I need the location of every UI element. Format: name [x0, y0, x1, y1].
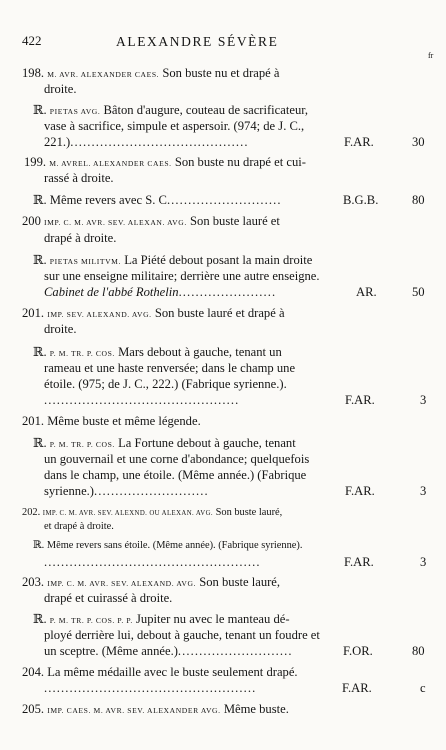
obverse-description: Même buste et même légende.	[47, 414, 201, 428]
reverse-description-end	[44, 644, 293, 659]
reverse-description: Bâton d'augure, couteau de sacrificateur,	[103, 103, 309, 117]
price: 3	[420, 555, 427, 569]
obverse-legend: IMP. C. M. AVR. SEV. ALEXND. OU ALEXAN. AVG.	[42, 510, 213, 517]
reverse-line	[33, 253, 312, 269]
metal-grade: F.AR.	[345, 484, 375, 498]
entry-number: 202.	[22, 507, 41, 518]
entry-number: 199.	[24, 155, 47, 169]
reverse-mark: ℝ.	[33, 103, 47, 117]
entry-line	[22, 306, 285, 322]
entry-number: 204.	[22, 665, 45, 679]
reverse-mark: ℝ.	[33, 345, 47, 359]
metal-grade: AR.	[356, 285, 377, 299]
obverse-legend: IMP. C. M. AVR. SEV. ALEXAN. AVG.	[44, 218, 187, 227]
obverse-description-cont: droite.	[44, 82, 77, 96]
price-unit-label: fr	[428, 51, 434, 60]
reverse-line	[33, 436, 296, 452]
entry-line	[24, 155, 306, 171]
reverse-mark: ℝ.	[33, 193, 47, 207]
obverse-legend: IMP. C. M. AVR. SEV. ALEXAND. AVG.	[47, 579, 197, 588]
collection-name: Cabinet de l'abbé Rothelin	[44, 285, 179, 299]
entry-line	[22, 214, 280, 230]
metal-grade: F.OR.	[343, 644, 373, 658]
reverse-description-cont: un gouvernail et une corne d'abondance; quelquefois	[44, 452, 310, 466]
reverse-fabric: syrienne.)	[44, 484, 95, 498]
reverse-description: Mars debout à gauche, tenant un	[118, 345, 282, 359]
price: 3	[420, 484, 427, 498]
leader-dots: ...........................	[177, 644, 293, 658]
obverse-legend: M. AVR. ALEXANDER CAES.	[47, 70, 160, 79]
entry-number: 201.	[22, 414, 45, 428]
entry-line	[22, 414, 201, 429]
reverse-description: Jupiter nu avec le manteau dé-	[136, 612, 290, 626]
obverse-description-cont: et drapé à droite.	[44, 521, 114, 532]
obverse-description: Son buste lauré et	[190, 214, 280, 228]
reverse-line	[33, 538, 302, 553]
price: 80	[412, 193, 425, 207]
price: 50	[412, 285, 425, 299]
leader-dots: ...................................................	[44, 555, 261, 569]
reverse-line	[33, 612, 290, 628]
reverse-description-cont: dans le champ, une étoile. (Même année.) (Fabrique	[44, 468, 307, 482]
metal-grade: F.AR.	[344, 555, 374, 569]
reverse-line	[33, 103, 308, 119]
leader-dots: ..........................................	[70, 135, 249, 149]
entry-number: 198.	[22, 66, 45, 80]
entry-line	[22, 665, 298, 680]
metal-grade: B.G.B.	[343, 193, 379, 207]
reverse-legend: P. M. TR. P. COS.	[49, 440, 115, 449]
price: c	[420, 681, 426, 695]
obverse-description-cont: drapé et cuirassé à droite.	[44, 591, 173, 605]
reverse-date: un sceptre. (Même année.)	[44, 644, 178, 658]
obverse-description: Son buste nu et drapé à	[162, 66, 280, 80]
leader-dots: .......................	[178, 285, 277, 299]
reverse-line	[33, 193, 282, 208]
reverse-description-end	[44, 484, 209, 499]
reverse-legend: PIETAS MILITVM.	[49, 257, 122, 266]
reverse-description-cont: sur une enseigne militaire; derrière une autre enseigne.	[44, 269, 320, 283]
reverse-legend: P. M. TR. P. COS. P. P.	[49, 616, 133, 625]
leader-dots: ..................................................	[44, 681, 257, 695]
reverse-legend: PIETAS AVG.	[49, 107, 101, 116]
obverse-legend: M. AVREL. ALEXANDER CAES.	[49, 159, 172, 168]
metal-grade: F.AR.	[345, 393, 375, 407]
entry-line	[22, 575, 280, 591]
reverse-description: La Fortune debout à gauche, tenant	[118, 436, 296, 450]
obverse-description: Son buste lauré et drapé à	[154, 306, 285, 320]
page-title: ALEXANDRE SÉVÈRE	[116, 34, 279, 49]
reverse-description-cont: ployé derrière lui, debout à gauche, tenant un foudre et	[44, 628, 320, 642]
entry-number: 203.	[22, 575, 45, 589]
reverse-description-end	[44, 135, 249, 150]
obverse-legend: IMP. CAES. M. AVR. SEV. ALEXANDER AVG.	[47, 706, 221, 715]
leader-dots: ...........................	[94, 484, 209, 498]
reverse-legend: P. M. TR. P. COS.	[49, 349, 115, 358]
obverse-description: Son buste lauré,	[215, 507, 283, 518]
reverse-description: Même revers sans étoile. (Même année). (Fabrique syrienne).	[46, 540, 303, 551]
leader-dots: ...........................	[166, 193, 282, 207]
obverse-description: Même buste.	[223, 702, 289, 716]
reverse-mark: ℝ.	[33, 540, 45, 551]
obverse-description-cont: drapé à droite.	[44, 231, 117, 245]
obverse-description-cont: rassé à droite.	[44, 171, 114, 185]
reverse-line	[33, 345, 282, 361]
reverse-mark: ℝ.	[33, 253, 47, 267]
leader-dots: ..............................................	[44, 393, 240, 407]
price: 30	[412, 135, 425, 149]
obverse-description: Son buste lauré,	[199, 575, 281, 589]
page-number: 422	[22, 33, 42, 48]
price: 3	[420, 393, 427, 407]
obverse-description-cont: droite.	[44, 322, 77, 336]
entry-number: 205.	[22, 702, 45, 716]
reverse-description-end	[44, 285, 276, 300]
entry-number: 201.	[22, 306, 45, 320]
entry-line	[22, 66, 280, 82]
obverse-description: La même médaille avec le buste seulement drapé.	[47, 665, 298, 679]
metal-grade: F.AR.	[342, 681, 372, 695]
reverse-description: Même revers avec S. C	[49, 193, 167, 207]
metal-grade: F.AR.	[344, 135, 374, 149]
obverse-description: Son buste nu drapé et cui-	[174, 155, 306, 169]
reverse-mark: ℝ.	[33, 436, 47, 450]
reverse-description-cont: vase à sacrifice, simpule et aspersoir. (974; de J. C.,	[44, 119, 305, 133]
reverse-mark: ℝ.	[33, 612, 47, 626]
reverse-description-cont: rameau et une haste renversée; dans le champ une	[44, 361, 296, 375]
price: 80	[412, 644, 425, 658]
reverse-description-cont: étoile. (975; de J. C., 222.) (Fabrique syrienne.).	[44, 377, 287, 391]
entry-line	[22, 702, 289, 718]
obverse-legend: IMP. SEV. ALEXAND. AVG.	[47, 310, 152, 319]
reverse-date: 221.)	[44, 135, 71, 149]
reverse-description: La Piété debout posant la main droite	[124, 253, 313, 267]
entry-number: 200	[22, 214, 41, 228]
